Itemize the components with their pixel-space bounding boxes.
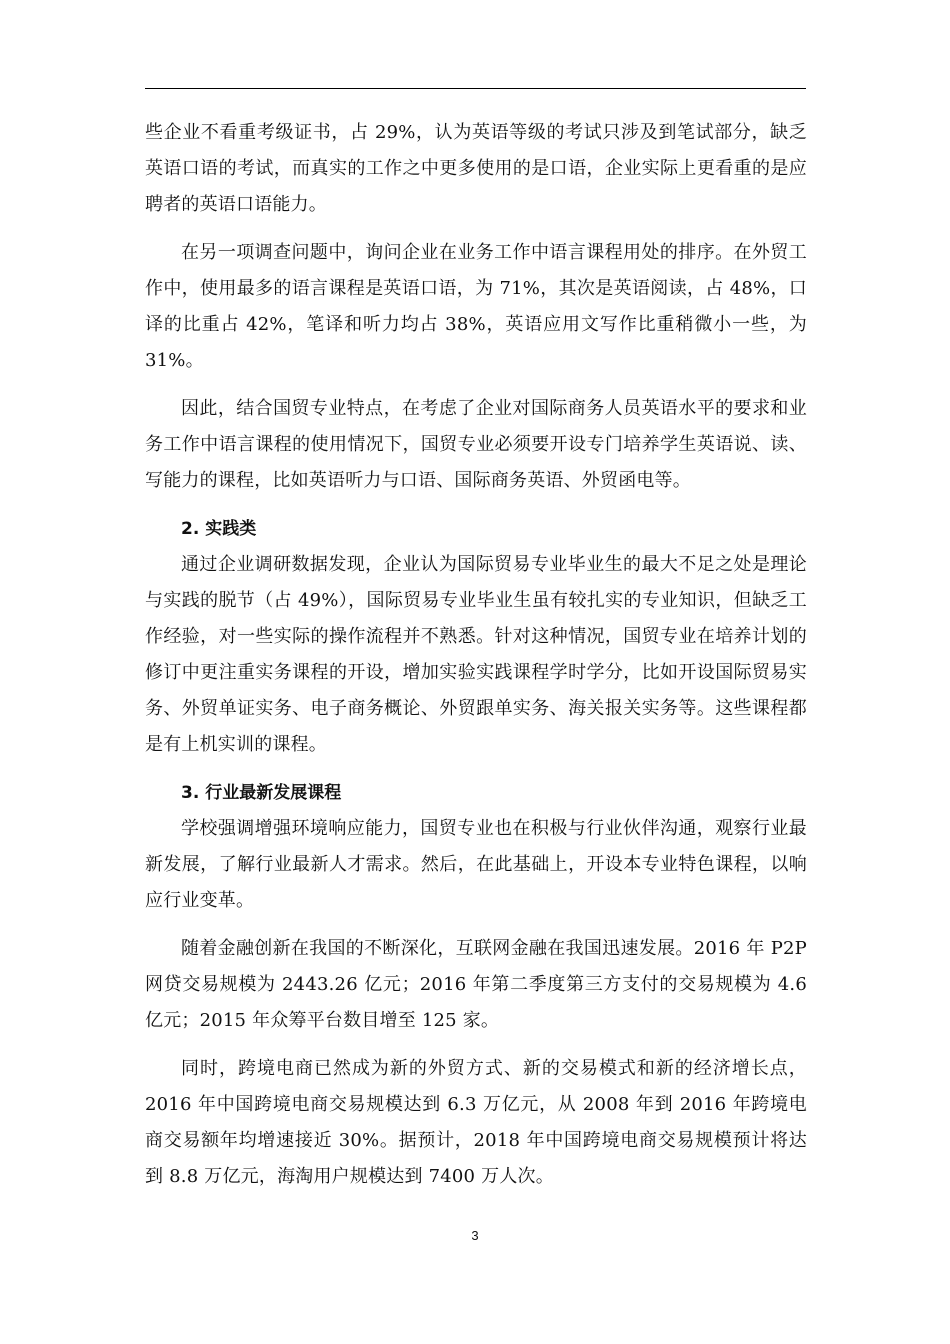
page-body: [145, 115, 807, 1195]
paragraph-cross-border-ecommerce: 同时，跨境电商已然成为新的外贸方式、新的交易模式和新的经济增长点，2016 年中国跨境电商交易规模达到 6.3 万亿元，从 2008 年到 2016 年跨境电商交易额年均增速接近 30%。据预计，2018 年中国跨境电商交易规模预计将达到 8.8 万亿元，海淘用户规模达到 7400 万人次。: [145, 1058, 807, 1187]
section-heading-practice: 2. 实践类: [181, 519, 257, 539]
paragraph-internet-finance: 随着金融创新在我国的不断深化，互联网金融在我国迅速发展。2016 年 P2P 网贷交易规模为 2443.26 亿元；2016 年第二季度第三方支付的交易规模为 4.6 亿元；2015 年众筹平台数目增至 125 家。: [145, 938, 807, 1031]
paragraph-conclusion: 因此，结合国贸专业特点，在考虑了企业对国际商务人员英语水平的要求和业务工作中语言课程的使用情况下，国贸专业必须要开设专门培养学生英语说、读、写能力的课程，比如英语听力与口语、国际商务英语、外贸函电等。: [145, 398, 807, 491]
section-heading-industry: 3. 行业最新发展课程: [181, 783, 342, 803]
header-rule: [145, 88, 806, 89]
paragraph-practice: 通过企业调研数据发现，企业认为国际贸易专业毕业生的最大不足之处是理论与实践的脱节（占 49%），国际贸易专业毕业生虽有较扎实的专业知识，但缺乏工作经验，对一些实际的操作流程并不熟悉。针对这种情况，国贸专业在培养计划的修订中更注重实务课程的开设，增加实验实践课程学时学分，比如开设国际贸易实务、外贸单证实务、电子商务概论、外贸跟单实务、海关报关实务等。这些课程都是有上机实训的课程。: [145, 554, 807, 755]
paragraph-survey-ranking: 在另一项调查问题中，询问企业在业务工作中语言课程用处的排序。在外贸工作中，使用最多的语言课程是英语口语，为 71%，其次是英语阅读，占 48%，口译的比重占 42%，笔译和听力均占 38%，英语应用文写作比重稍微小一些，为 31%。: [145, 242, 807, 371]
page-number: 3: [471, 1228, 479, 1243]
paragraph-continuation: 些企业不看重考级证书，占 29%，认为英语等级的考试只涉及到笔试部分，缺乏英语口语的考试，而真实的工作之中更多使用的是口语，企业实际上更看重的是应聘者的英语口语能力。: [145, 122, 807, 215]
paragraph-industry-response: 学校强调增强环境响应能力，国贸专业也在积极与行业伙伴沟通，观察行业最新发展，了解行业最新人才需求。然后，在此基础上，开设本专业特色课程，以响应行业变革。: [145, 818, 807, 911]
